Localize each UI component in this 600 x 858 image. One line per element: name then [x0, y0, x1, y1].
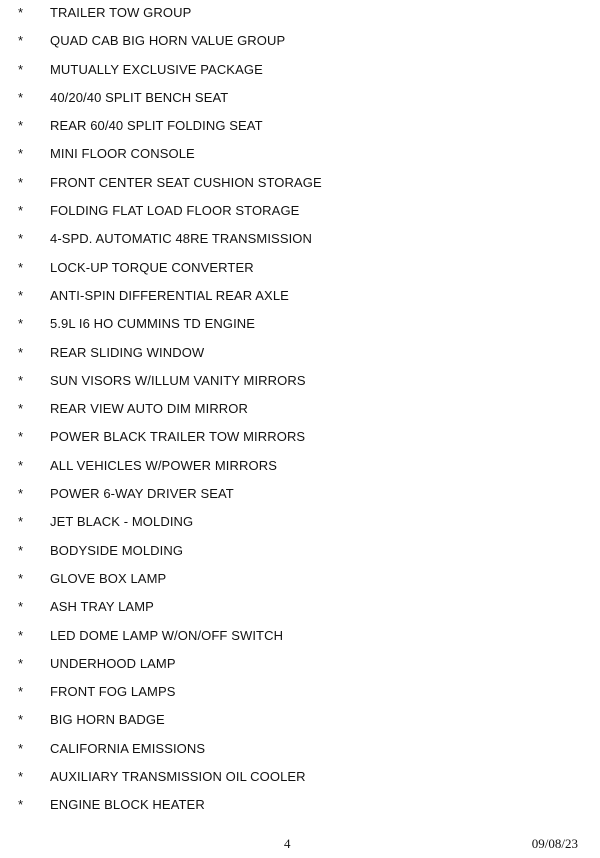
feature-label: ASH TRAY LAMP	[50, 599, 154, 615]
bullet-mark: *	[18, 457, 24, 473]
list-item	[0, 372, 600, 400]
bullet-mark: *	[18, 570, 24, 586]
list-item	[0, 89, 600, 117]
feature-label: ALL VEHICLES W/POWER MIRRORS	[50, 457, 277, 473]
feature-label: SUN VISORS W/ILLUM VANITY MIRRORS	[50, 372, 306, 388]
feature-label: LED DOME LAMP W/ON/OFF SWITCH	[50, 627, 284, 643]
feature-label: LOCK-UP TORQUE CONVERTER	[50, 259, 254, 275]
feature-label: AUXILIARY TRANSMISSION OIL COOLER	[50, 769, 306, 785]
list-item	[0, 711, 600, 739]
feature-label: MINI FLOOR CONSOLE	[50, 146, 195, 162]
bullet-mark: *	[18, 401, 24, 417]
bullet-mark: *	[18, 259, 24, 275]
list-item	[0, 598, 600, 626]
list-item	[0, 457, 600, 485]
bullet-mark: *	[18, 174, 24, 190]
bullet-mark: *	[18, 542, 24, 558]
list-item	[0, 32, 600, 60]
list-item	[0, 542, 600, 570]
feature-label: 5.9L I6 HO CUMMINS TD ENGINE	[50, 316, 256, 332]
bullet-mark: *	[18, 231, 24, 247]
list-item	[0, 344, 600, 372]
feature-label: FRONT FOG LAMPS	[50, 684, 176, 700]
list-item	[0, 4, 600, 32]
bullet-mark: *	[18, 5, 24, 20]
list-item	[0, 202, 600, 230]
bullet-mark: *	[18, 429, 24, 445]
bullet-mark: *	[18, 740, 24, 756]
bullet-mark: *	[18, 61, 24, 77]
page-number: 4	[284, 836, 291, 851]
list-item	[0, 61, 600, 89]
feature-label: FRONT CENTER SEAT CUSHION STORAGE	[50, 174, 322, 190]
list-item	[0, 796, 600, 824]
list-item	[0, 287, 600, 315]
bullet-mark: *	[18, 118, 24, 134]
list-item	[0, 768, 600, 796]
feature-label: BODYSIDE MOLDING	[50, 542, 184, 558]
list-item	[0, 740, 600, 768]
feature-label: UNDERHOOD LAMP	[50, 655, 176, 671]
bullet-mark: *	[18, 684, 24, 700]
feature-label: TRAILER TOW GROUP	[50, 5, 192, 20]
feature-label: REAR VIEW AUTO DIM MIRROR	[50, 401, 248, 417]
bullet-mark: *	[18, 627, 24, 643]
bullet-mark: *	[18, 655, 24, 671]
list-item	[0, 485, 600, 513]
list-item	[0, 428, 600, 456]
feature-label: CALIFORNIA EMISSIONS	[50, 740, 206, 756]
bullet-mark: *	[18, 344, 24, 360]
list-item	[0, 117, 600, 145]
feature-label: POWER 6-WAY DRIVER SEAT	[50, 486, 234, 502]
feature-label: 40/20/40 SPLIT BENCH SEAT	[50, 89, 229, 105]
bullet-mark: *	[18, 287, 24, 303]
feature-label: JET BLACK - MOLDING	[50, 514, 194, 530]
feature-list	[0, 4, 600, 825]
feature-label: REAR SLIDING WINDOW	[50, 344, 205, 360]
list-item	[0, 259, 600, 287]
feature-label: MUTUALLY EXCLUSIVE PACKAGE	[50, 61, 263, 77]
feature-label: REAR 60/40 SPLIT FOLDING SEAT	[50, 118, 263, 134]
list-item	[0, 655, 600, 683]
feature-label: FOLDING FLAT LOAD FLOOR STORAGE	[50, 203, 300, 219]
feature-label: ANTI-SPIN DIFFERENTIAL REAR AXLE	[50, 287, 289, 303]
feature-label: ENGINE BLOCK HEATER	[50, 797, 205, 813]
bullet-mark: *	[18, 316, 24, 332]
feature-label: POWER BLACK TRAILER TOW MIRRORS	[50, 429, 306, 445]
footer-date: 09/08/23	[531, 836, 578, 851]
bullet-mark: *	[18, 514, 24, 530]
list-item	[0, 174, 600, 202]
feature-label: GLOVE BOX LAMP	[50, 570, 167, 586]
feature-label: 4-SPD. AUTOMATIC 48RE TRANSMISSION	[50, 231, 313, 247]
list-item	[0, 315, 600, 343]
feature-label: QUAD CAB BIG HORN VALUE GROUP	[50, 33, 286, 49]
bullet-mark: *	[18, 89, 24, 105]
list-item	[0, 513, 600, 541]
feature-label: BIG HORN BADGE	[50, 712, 165, 728]
list-item	[0, 627, 600, 655]
list-item	[0, 570, 600, 598]
bullet-mark: *	[18, 203, 24, 219]
bullet-mark: *	[18, 769, 24, 785]
bullet-mark: *	[18, 33, 24, 49]
bullet-mark: *	[18, 712, 24, 728]
list-item	[0, 230, 600, 258]
bullet-mark: *	[18, 486, 24, 502]
bullet-mark: *	[18, 372, 24, 388]
list-item	[0, 683, 600, 711]
bullet-mark: *	[18, 146, 24, 162]
list-item	[0, 400, 600, 428]
bullet-mark: *	[18, 599, 24, 615]
bullet-mark: *	[18, 797, 24, 813]
list-item	[0, 145, 600, 173]
